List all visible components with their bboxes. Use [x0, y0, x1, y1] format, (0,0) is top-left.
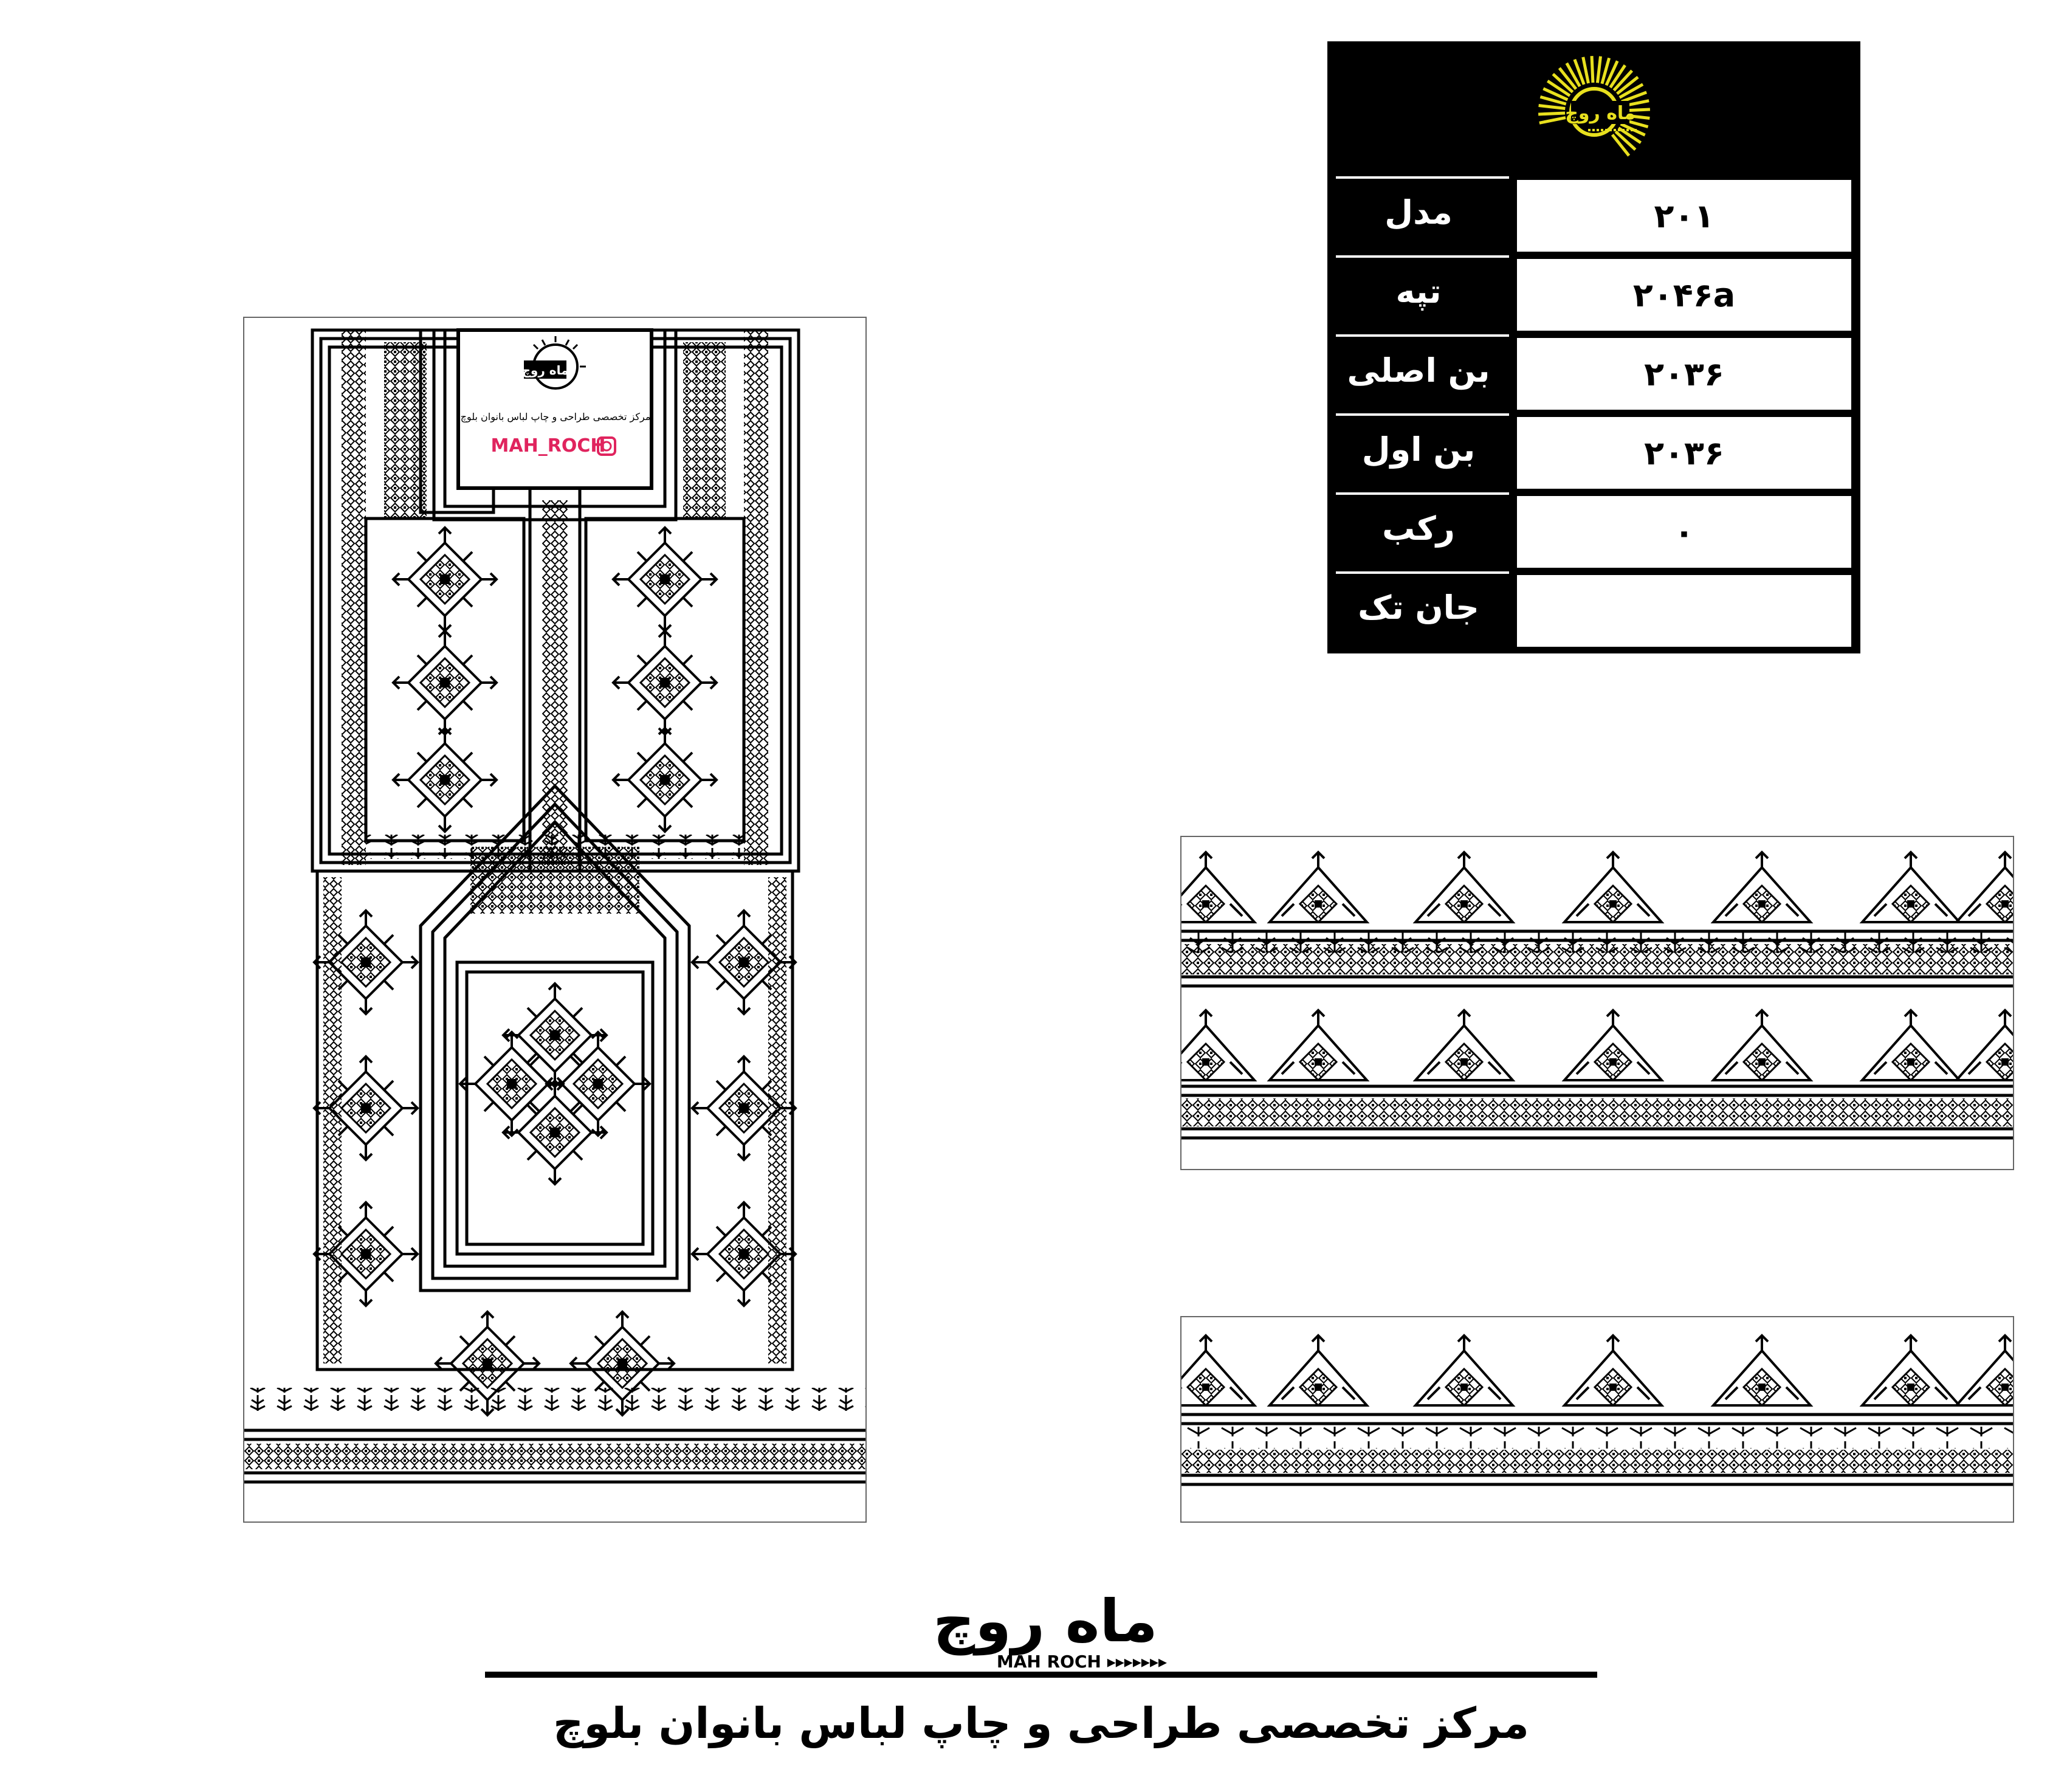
spec-row-model — [1327, 176, 1860, 248]
border-strip-single — [1180, 1316, 2014, 1523]
spec-row-tappeh — [1327, 255, 1860, 327]
garment-embroidery — [244, 318, 865, 1521]
footer-brand-logo — [918, 1584, 1173, 1675]
sun-logo-icon — [1527, 51, 1661, 167]
spec-logo — [1327, 41, 1860, 176]
spec-table — [1327, 41, 1860, 653]
spec-value: ۲۰۳۶ — [1517, 417, 1851, 489]
spec-value: ۲۰۴۶a — [1517, 259, 1851, 331]
border-strip-pattern — [1181, 837, 2013, 1169]
garment-pattern — [243, 317, 867, 1523]
svg-text:ماه روچ: ماه روچ — [1564, 103, 1635, 124]
border-strip-pattern — [1181, 1317, 2013, 1521]
spec-label: بن اصلی — [1347, 351, 1490, 390]
spec-row-rekab — [1327, 492, 1860, 564]
neck-handle: MAH_ROCH — [490, 435, 606, 457]
spec-label: مدل — [1384, 193, 1453, 232]
svg-text:ماه روچ: ماه روچ — [521, 363, 569, 377]
spec-row-first-base — [1327, 413, 1860, 485]
spec-row-jan-tak — [1327, 571, 1860, 643]
svg-text:MAH ROCH ▸▸▸▸▸▸▸: MAH ROCH ▸▸▸▸▸▸▸ — [996, 1652, 1168, 1672]
spec-value: ۲۰۳۶ — [1517, 338, 1851, 410]
brand-wordmark-icon — [918, 1584, 1173, 1675]
spec-label: جان تک — [1358, 588, 1479, 627]
spec-label: بن اول — [1361, 430, 1476, 469]
spec-value: ۲۰۱ — [1517, 180, 1851, 252]
spec-row-main-base — [1327, 334, 1860, 406]
spec-label: رکب — [1382, 509, 1455, 548]
neck-caption: مرکز تخصصی طراحی و چاپ لباس بانوان بلوچ — [460, 411, 651, 422]
spec-value — [1517, 575, 1851, 647]
border-strip-double — [1180, 836, 2014, 1170]
footer-divider — [485, 1672, 1597, 1678]
spec-value: ۰ — [1517, 496, 1851, 568]
spec-label: تپه — [1395, 272, 1442, 311]
svg-text:ماه روچ: ماه روچ — [933, 1587, 1158, 1655]
footer-tagline: مرکز تخصصی طراحی و چاپ لباس بانوان بلوچ — [553, 1698, 1529, 1748]
